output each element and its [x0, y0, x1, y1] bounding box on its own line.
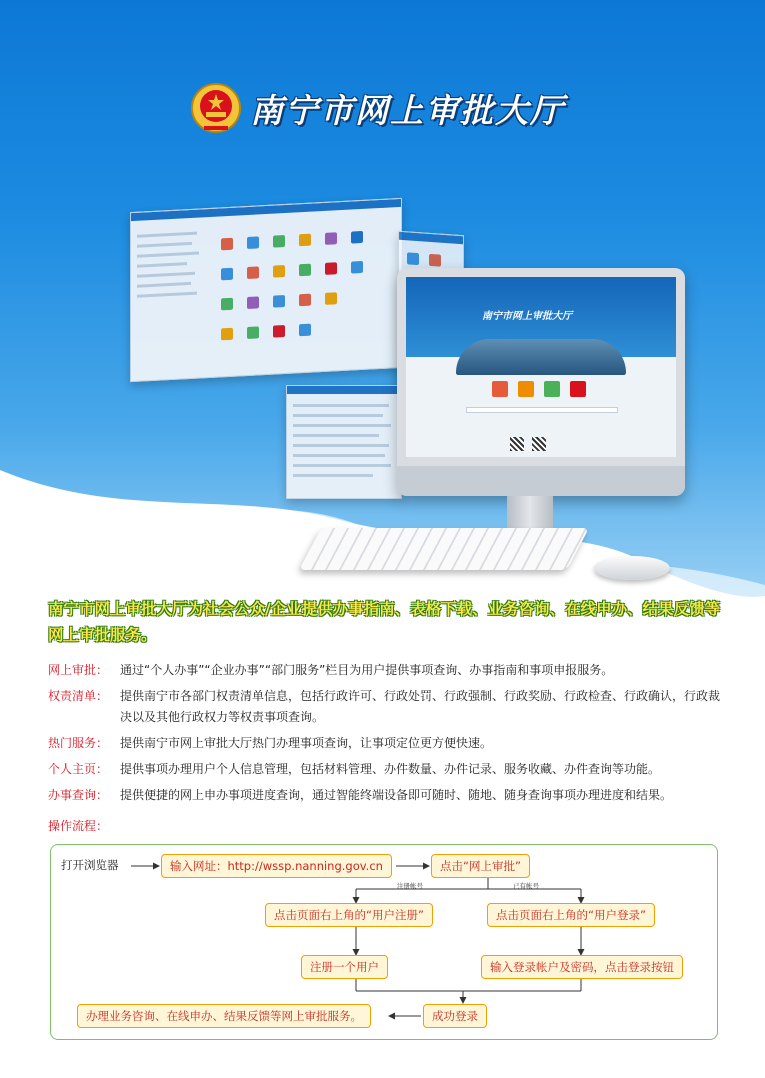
feature-item	[48, 733, 728, 754]
feature-desc: 提供南宁市网上审批大厅热门办理事项查询，让事项定位更方便快速。	[120, 736, 493, 750]
feature-label: 权责清单：	[48, 689, 109, 703]
flow-has-account-label: 已有帐号	[513, 882, 539, 890]
feature-label: 网上审批：	[48, 663, 109, 677]
screenshot-panel-services	[130, 198, 402, 382]
site-title: 南宁市网上审批大厅	[250, 90, 565, 130]
flow-click-step: 点击“网上审批”	[431, 854, 530, 878]
feature-label: 办事查询：	[48, 788, 109, 802]
flow-final-step: 办理业务咨询、在线申办、结果反馈等网上审批服务。	[77, 1004, 371, 1028]
feature-label: 个人主页：	[48, 762, 109, 776]
feature-desc: 通过“个人办事”“企业办事”“部门服务”栏目为用户提供事项查询、办事指南和事项申报服务。	[120, 663, 614, 677]
feature-desc: 提供便捷的网上申办事项进度查询，通过智能终端设备即可随时、随地、随身查询事项办理进度和结果。	[120, 788, 673, 802]
feature-item	[48, 660, 728, 681]
feature-desc: 提供南宁市各部门权责清单信息，包括行政许可、行政处罚、行政强制、行政奖励、行政检查、行政确认，行政裁决以及其他行政权力等权责事项查询。	[120, 689, 721, 724]
monitor-screen	[406, 277, 676, 457]
site-header	[190, 82, 565, 134]
flow-url-step: 输入网址：http://wssp.nanning.gov.cn	[161, 854, 392, 878]
flow-start: 打开浏览器	[61, 858, 119, 872]
flow-register-user: 注册一个用户	[301, 955, 388, 979]
flow-diagram	[50, 844, 718, 1040]
flow-login-click: 点击页面右上角的“用户登录”	[487, 903, 655, 927]
flow-register-click: 点击页面右上角的“用户注册”	[265, 903, 433, 927]
feature-item	[48, 686, 728, 728]
flow-no-account-label: 注册帐号	[397, 882, 423, 890]
feature-desc: 提供事项办理用户个人信息管理，包括材料管理、办件数量、办件记录、服务收藏、办件查询等功能。	[120, 762, 661, 776]
flow-title: 操作流程：	[48, 819, 109, 833]
flow-enter-credentials: 输入登录帐户及密码，点击登录按钮	[481, 955, 683, 979]
screenshot-panel-list	[286, 385, 402, 499]
feature-item	[48, 785, 728, 806]
intro-text: 南宁市网上审批大厅为社会公众/企业提供办事指南、表格下载、业务咨询、在线申办、结果反馈等网上审批服务。	[48, 600, 721, 644]
keyboard-illustration	[299, 528, 589, 570]
mouse-illustration	[594, 556, 670, 580]
feature-item	[48, 759, 728, 780]
national-emblem-icon	[190, 82, 242, 134]
feature-label: 热门服务：	[48, 736, 109, 750]
flow-login-success: 成功登录	[423, 1004, 487, 1028]
monitor-illustration	[397, 268, 685, 496]
screen-logo-text: 南宁市网上审批大厅	[482, 311, 572, 322]
feature-list	[48, 660, 728, 811]
